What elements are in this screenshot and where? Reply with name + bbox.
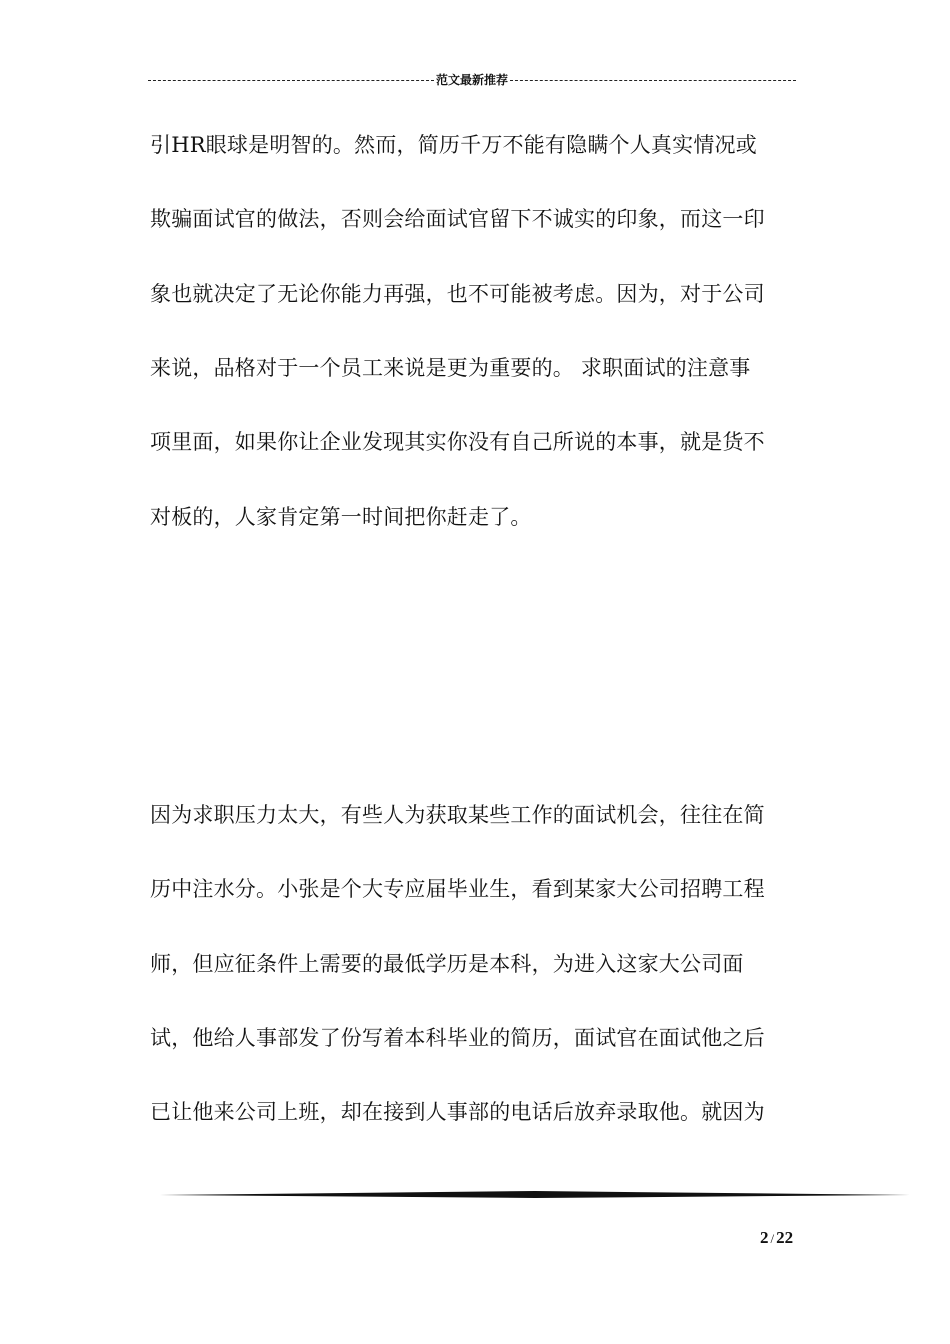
page-total: 22 bbox=[776, 1228, 794, 1247]
page-header bbox=[148, 70, 796, 88]
text-line: 试，他给人事部发了份写着本科毕业的简历，面试官在面试他之后 bbox=[150, 1026, 765, 1050]
header-dash-right bbox=[510, 80, 796, 81]
text-line: 欺骗面试官的做法，否则会给面试官留下不诚实的印象，而这一印 bbox=[150, 207, 765, 231]
text-line: 师，但应征条件上需要的最低学历是本科，为进入这家大公司面 bbox=[150, 952, 744, 976]
footer-rule bbox=[160, 1190, 910, 1200]
text-line: 来说，品格对于一个员工来说是更为重要的。 求职面试的注意事 bbox=[150, 356, 751, 380]
page-number bbox=[760, 1228, 793, 1248]
text-line: 引HR眼球是明智的。然而，简历千万不能有隐瞒个人真实情况或 bbox=[150, 133, 757, 157]
text-line: 项里面，如果你让企业发现其实你没有自己所说的本事，就是货不 bbox=[150, 430, 765, 454]
page-current: 2 bbox=[760, 1228, 769, 1247]
text-line: 历中注水分。小张是个大专应届毕业生，看到某家大公司招聘工程 bbox=[150, 877, 765, 901]
text-line: 对板的，人家肯定第一时间把你赶走了。 bbox=[150, 505, 532, 529]
page-separator: / bbox=[770, 1231, 775, 1246]
text-line: 因为求职压力太大，有些人为获取某些工作的面试机会，往往在简 bbox=[150, 803, 765, 827]
text-line: 象也就决定了无论你能力再强，也不可能被考虑。因为，对于公司 bbox=[150, 282, 765, 306]
text-line: 已让他来公司上班，却在接到人事部的电话后放弃录取他。就因为 bbox=[150, 1100, 765, 1124]
header-title: 范文最新推荐 bbox=[436, 72, 509, 87]
header-dash-left bbox=[148, 80, 434, 81]
